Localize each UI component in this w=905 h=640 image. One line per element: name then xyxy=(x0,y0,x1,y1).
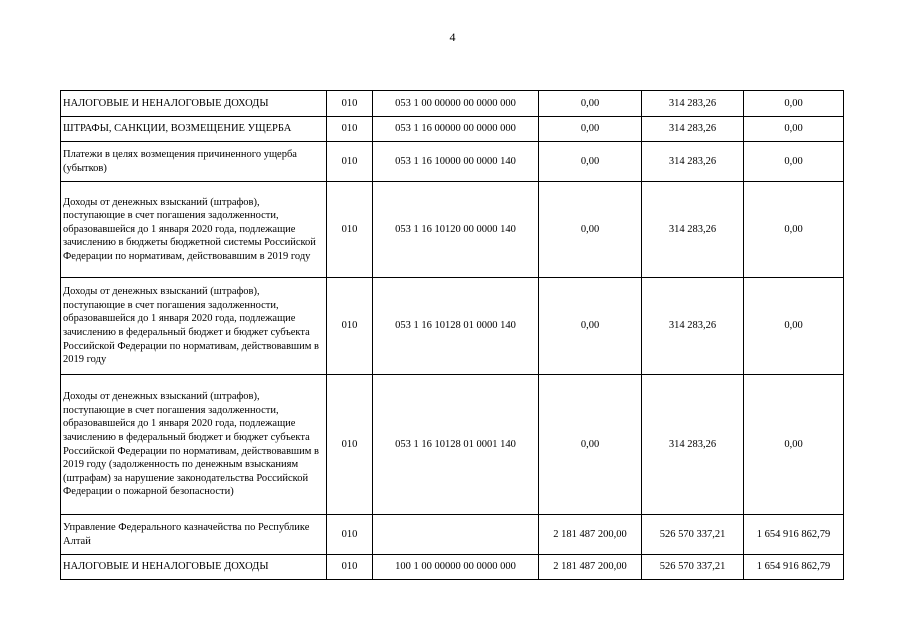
row-name-cell: ШТРАФЫ, САНКЦИИ, ВОЗМЕЩЕНИЕ УЩЕРБА xyxy=(61,117,327,142)
approved-cell: 0,00 xyxy=(539,117,642,142)
line-code-cell: 010 xyxy=(327,278,373,375)
row-name-cell: Доходы от денежных взысканий (штрафов), поступающие в счет погашения задолженности, образовавшейся до 1 января 2020 года, подлежащие зачислению в федеральный бюджет и бюджет субъекта Российской Федерации по нормативам, действовавшим в 2019 году xyxy=(61,278,327,375)
table-row xyxy=(61,117,844,142)
line-code-cell: 010 xyxy=(327,555,373,580)
table-row xyxy=(61,142,844,182)
row-name-cell: Доходы от денежных взысканий (штрафов), поступающие в счет погашения задолженности, образовавшейся до 1 января 2020 года, подлежащие зачислению в бюджеты бюджетной системы Российской Федерации по нормативам, действовавшим в 2019 году xyxy=(61,182,327,278)
row-name-cell: Управление Федерального казначейства по Республике Алтай xyxy=(61,515,327,555)
table-row xyxy=(61,182,844,278)
executed-cell: 314 283,26 xyxy=(642,117,744,142)
executed-cell: 526 570 337,21 xyxy=(642,515,744,555)
executed-cell: 314 283,26 xyxy=(642,375,744,515)
income-code-cell: 053 1 16 10128 01 0000 140 xyxy=(373,278,539,375)
executed-cell: 314 283,26 xyxy=(642,142,744,182)
unexecuted-cell: 0,00 xyxy=(744,142,844,182)
unexecuted-cell: 1 654 916 862,79 xyxy=(744,555,844,580)
line-code-cell: 010 xyxy=(327,375,373,515)
row-name-cell: Доходы от денежных взысканий (штрафов), поступающие в счет погашения задолженности, образовавшейся до 1 января 2020 года, подлежащие зачислению в федеральный бюджет и бюджет субъекта Российской Федерации по нормативам, действовавшим в 2019 году (задолженность по денежным взысканиям (штрафам) за нарушение законодательства Российской Федерации о пожарной безопасности) xyxy=(61,375,327,515)
table-row xyxy=(61,91,844,117)
approved-cell: 0,00 xyxy=(539,182,642,278)
page-number: 4 xyxy=(449,30,456,44)
line-code-cell: 010 xyxy=(327,142,373,182)
approved-cell: 0,00 xyxy=(539,375,642,515)
income-code-cell: 053 1 16 10000 00 0000 140 xyxy=(373,142,539,182)
executed-cell: 314 283,26 xyxy=(642,278,744,375)
row-name-cell: НАЛОГОВЫЕ И НЕНАЛОГОВЫЕ ДОХОДЫ xyxy=(61,91,327,117)
approved-cell: 0,00 xyxy=(539,91,642,117)
unexecuted-cell: 0,00 xyxy=(744,375,844,515)
line-code-cell: 010 xyxy=(327,182,373,278)
income-code-cell: 053 1 00 00000 00 0000 000 xyxy=(373,91,539,117)
income-code-cell: 053 1 16 00000 00 0000 000 xyxy=(373,117,539,142)
row-name-cell: НАЛОГОВЫЕ И НЕНАЛОГОВЫЕ ДОХОДЫ xyxy=(61,555,327,580)
approved-cell: 2 181 487 200,00 xyxy=(539,515,642,555)
unexecuted-cell: 0,00 xyxy=(744,182,844,278)
line-code-cell: 010 xyxy=(327,91,373,117)
table-row xyxy=(61,515,844,555)
unexecuted-cell: 0,00 xyxy=(744,117,844,142)
approved-cell: 0,00 xyxy=(539,142,642,182)
executed-cell: 526 570 337,21 xyxy=(642,555,744,580)
approved-cell: 0,00 xyxy=(539,278,642,375)
unexecuted-cell: 1 654 916 862,79 xyxy=(744,515,844,555)
executed-cell: 314 283,26 xyxy=(642,91,744,117)
table-row xyxy=(61,375,844,515)
table-row xyxy=(61,278,844,375)
executed-cell: 314 283,26 xyxy=(642,182,744,278)
income-code-cell xyxy=(373,515,539,555)
row-name-cell: Платежи в целях возмещения причиненного ущерба (убытков) xyxy=(61,142,327,182)
table-row xyxy=(61,555,844,580)
income-table xyxy=(60,90,844,580)
approved-cell: 2 181 487 200,00 xyxy=(539,555,642,580)
unexecuted-cell: 0,00 xyxy=(744,91,844,117)
line-code-cell: 010 xyxy=(327,515,373,555)
income-code-cell: 053 1 16 10120 00 0000 140 xyxy=(373,182,539,278)
unexecuted-cell: 0,00 xyxy=(744,278,844,375)
income-code-cell: 053 1 16 10128 01 0001 140 xyxy=(373,375,539,515)
income-code-cell: 100 1 00 00000 00 0000 000 xyxy=(373,555,539,580)
line-code-cell: 010 xyxy=(327,117,373,142)
